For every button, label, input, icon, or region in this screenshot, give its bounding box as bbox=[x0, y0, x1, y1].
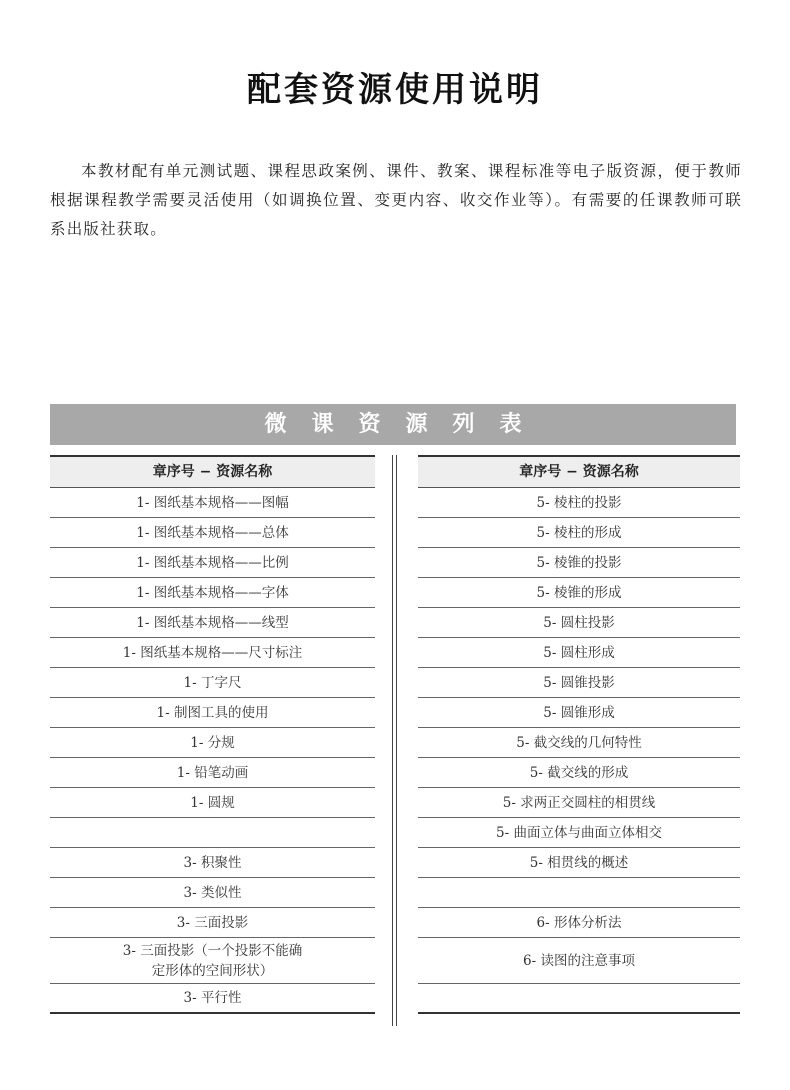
resource-name: 6- 读图的注意事项 bbox=[523, 952, 635, 969]
table-row bbox=[418, 638, 740, 668]
table-row bbox=[50, 788, 375, 818]
resource-name: 5- 曲面立体与曲面立体相交 bbox=[496, 824, 662, 841]
resource-name: 3- 平行性 bbox=[183, 990, 242, 1006]
left-table-rows bbox=[50, 487, 375, 1014]
table-row bbox=[418, 878, 740, 908]
table-row bbox=[50, 848, 375, 878]
table-row bbox=[418, 938, 740, 984]
table-row bbox=[418, 758, 740, 788]
left-table bbox=[50, 455, 375, 1014]
resource-name: 1- 图纸基本规格——图幅 bbox=[136, 494, 289, 511]
table-row bbox=[50, 758, 375, 788]
resource-name: 3- 类似性 bbox=[183, 884, 242, 901]
table-row bbox=[50, 984, 375, 1014]
table-row bbox=[418, 668, 740, 698]
resource-name: 1- 图纸基本规格——尺寸标注 bbox=[122, 644, 303, 661]
page-title: 配套资源使用说明 bbox=[247, 70, 543, 110]
table-row bbox=[50, 818, 375, 848]
resource-name: 1- 图纸基本规格——线型 bbox=[136, 614, 289, 631]
table-row bbox=[50, 548, 375, 578]
resource-name: 5- 求两正交圆柱的相贯线 bbox=[502, 794, 656, 811]
resource-name: 5- 相贯线的概述 bbox=[529, 854, 629, 871]
table-row bbox=[418, 608, 740, 638]
table-row bbox=[418, 848, 740, 878]
resource-name: 1- 分规 bbox=[190, 734, 235, 751]
table-row bbox=[50, 608, 375, 638]
banner-text: 微课资源列表 bbox=[264, 411, 547, 437]
table-row bbox=[50, 878, 375, 908]
table-row bbox=[418, 698, 740, 728]
resource-name: 5- 圆柱形成 bbox=[543, 644, 615, 661]
left-table-header: 章序号 − 资源名称 bbox=[50, 455, 375, 487]
table-row bbox=[418, 818, 740, 848]
table-row bbox=[418, 548, 740, 578]
table-row bbox=[418, 728, 740, 758]
table-row bbox=[418, 788, 740, 818]
table-row bbox=[50, 488, 375, 518]
resource-name: 1- 图纸基本规格——总体 bbox=[136, 524, 289, 541]
table-row bbox=[50, 908, 375, 938]
resource-name: 5- 圆柱投影 bbox=[543, 614, 615, 631]
table-row bbox=[418, 488, 740, 518]
table-row bbox=[418, 984, 740, 1014]
table-row bbox=[50, 638, 375, 668]
resource-name: 5- 截交线的几何特性 bbox=[516, 734, 642, 751]
resource-name: 5- 棱柱的投影 bbox=[536, 494, 622, 511]
resource-name: 1- 制图工具的使用 bbox=[156, 704, 269, 721]
table-row bbox=[418, 518, 740, 548]
table-row bbox=[50, 578, 375, 608]
resource-name: 5- 棱柱的形成 bbox=[536, 524, 622, 541]
table-row bbox=[418, 578, 740, 608]
right-table-rows bbox=[418, 487, 740, 1014]
resource-list-banner bbox=[50, 404, 736, 445]
table-row bbox=[50, 668, 375, 698]
resource-name: 1- 图纸基本规格——比例 bbox=[136, 554, 289, 571]
right-table bbox=[418, 455, 740, 1014]
resource-name: 3- 三面投影（一个投影不能确定形体的空间形状） bbox=[122, 942, 303, 979]
resource-name: 6- 形体分析法 bbox=[536, 914, 622, 931]
table-row bbox=[50, 728, 375, 758]
resource-name: 1- 丁字尺 bbox=[183, 674, 242, 691]
resource-name: 5- 棱锥的投影 bbox=[536, 554, 622, 571]
resource-name: 5- 截交线的形成 bbox=[529, 764, 629, 781]
resource-name: 5- 圆锥投影 bbox=[543, 674, 615, 691]
intro-paragraph: 本教材配有单元测试题、课程思政案例、课件、教案、课程标准等电子版资源，便于教师根据课程教学需要灵活使用（如调换位置、变更内容、收交作业等）。有需要的任课教师可联系出版社获取。 bbox=[50, 161, 742, 238]
resource-name: 1- 图纸基本规格——字体 bbox=[136, 584, 289, 601]
resource-name: 3- 积聚性 bbox=[183, 854, 242, 871]
resource-name: 1- 铅笔动画 bbox=[176, 764, 249, 781]
right-table-header: 章序号 − 资源名称 bbox=[418, 455, 740, 487]
resource-name: 5- 棱锥的形成 bbox=[536, 584, 622, 601]
column-divider bbox=[392, 455, 397, 1026]
resource-name: 3- 三面投影 bbox=[176, 914, 249, 931]
table-row bbox=[418, 908, 740, 938]
table-row bbox=[50, 698, 375, 728]
resource-name: 1- 圆规 bbox=[190, 794, 235, 811]
table-row bbox=[50, 938, 375, 984]
resource-name: 5- 圆锥形成 bbox=[543, 704, 615, 721]
table-row bbox=[50, 518, 375, 548]
